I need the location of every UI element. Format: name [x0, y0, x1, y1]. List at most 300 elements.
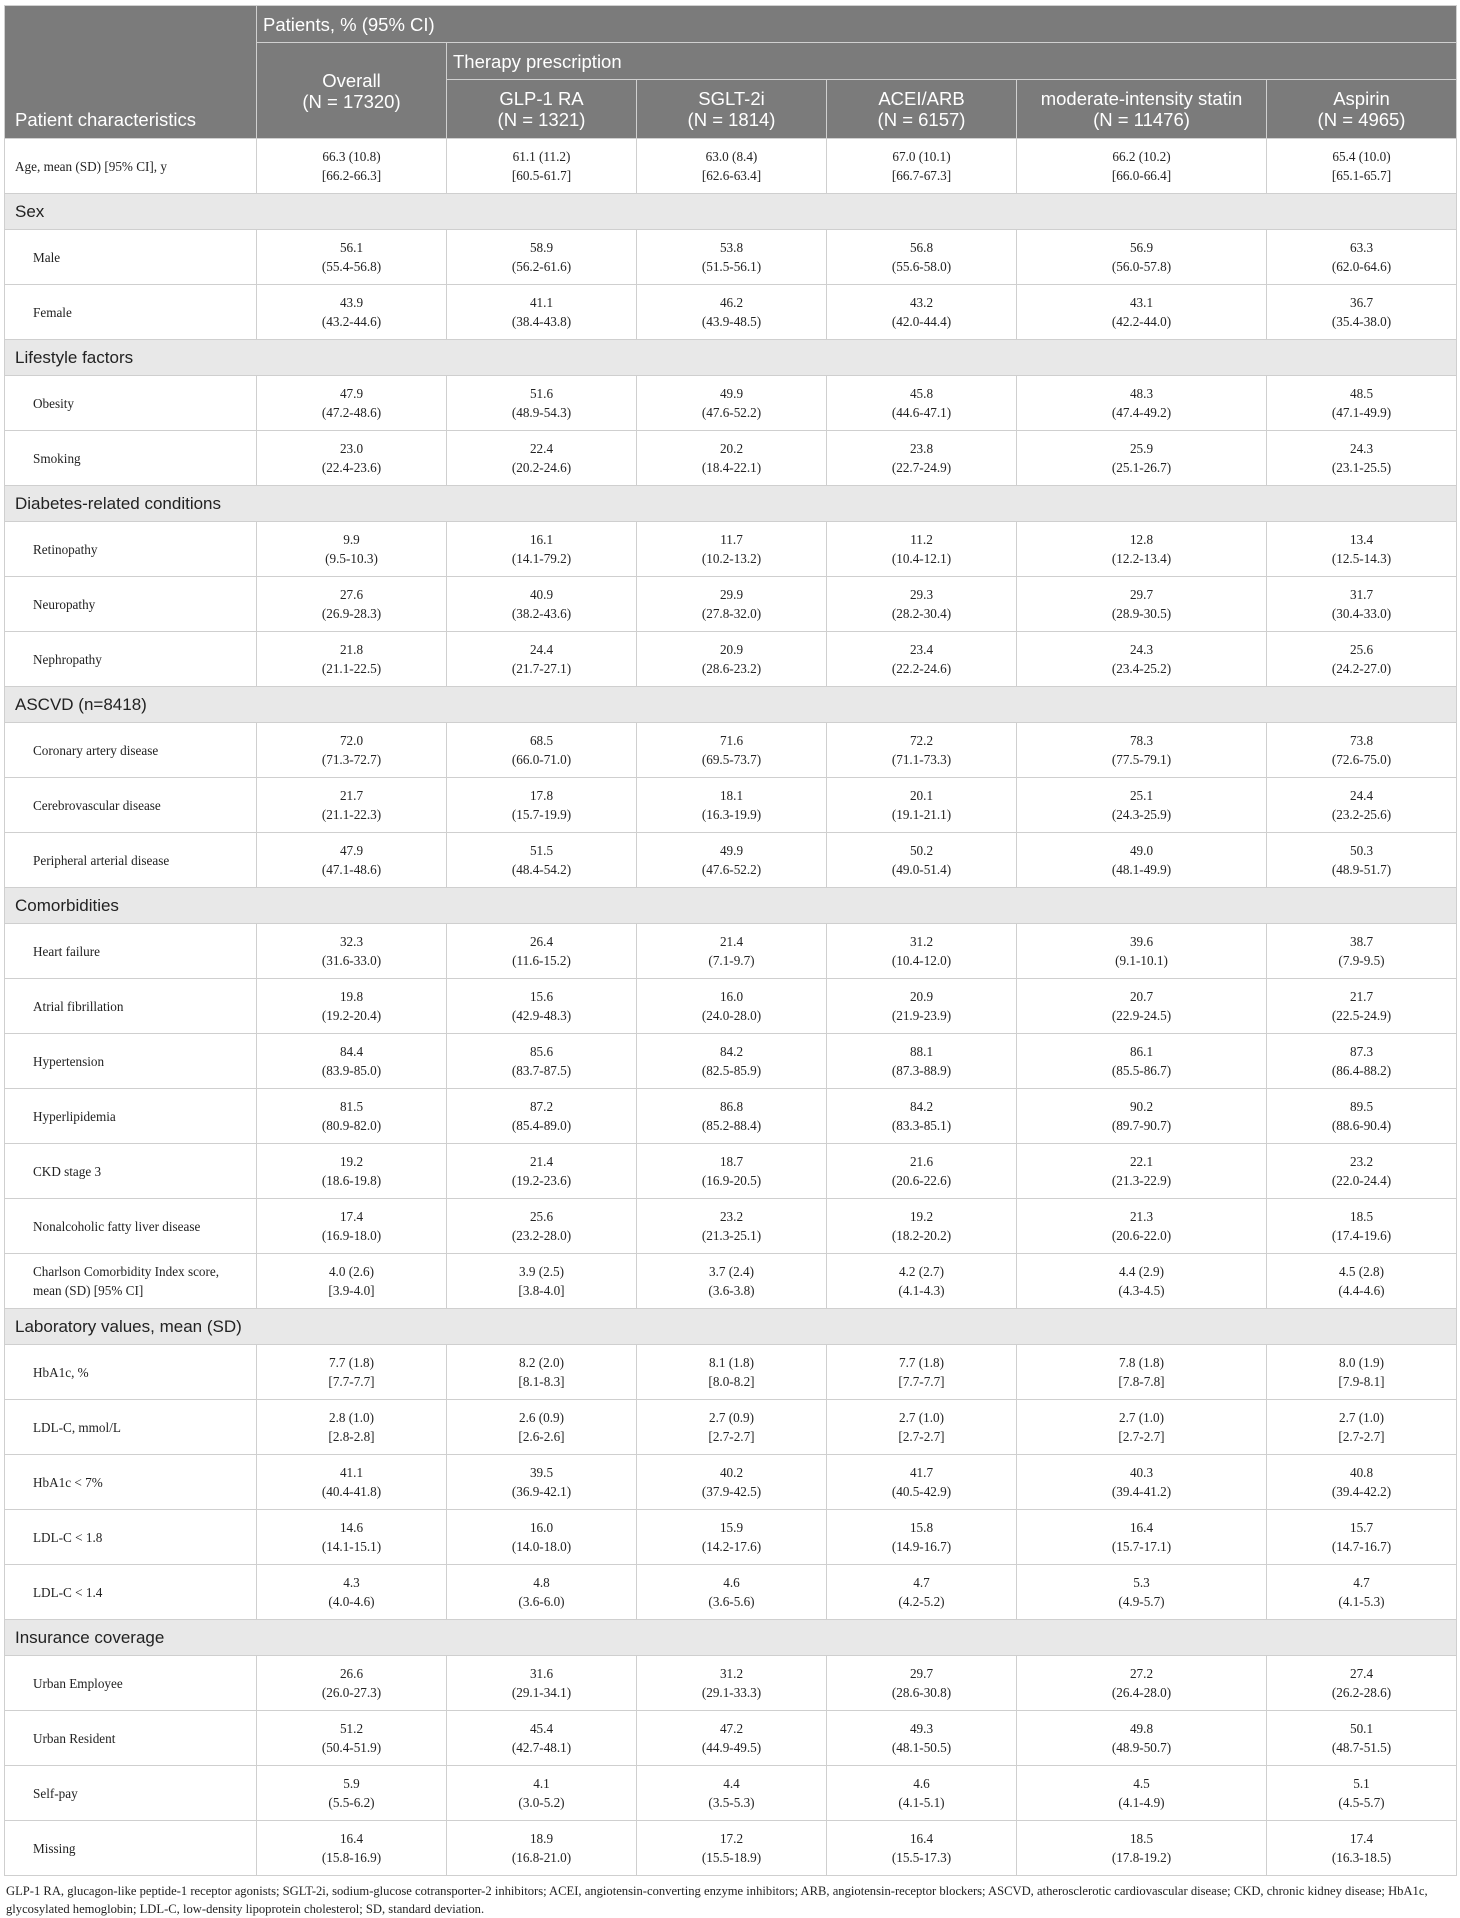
- table-cell: [637, 924, 827, 979]
- cell-ci: [62.6-63.4]: [701, 168, 762, 183]
- cell-value: 48.5: [1349, 386, 1374, 401]
- cell-value: 88.1: [909, 1044, 934, 1059]
- table-row: [5, 632, 1457, 687]
- table-cell: [827, 522, 1017, 577]
- cell-value: 13.4: [1349, 532, 1374, 547]
- row-label: Atrial fibrillation: [5, 979, 257, 1034]
- cell-ci: (83.3-85.1): [891, 1118, 952, 1133]
- cell-value: 8.2 (2.0): [518, 1355, 565, 1370]
- cell-value: 4.8: [533, 1575, 550, 1590]
- table-cell: [1267, 1034, 1457, 1089]
- table-cell: [257, 285, 447, 340]
- cell-ci: (3.6-6.0): [518, 1594, 565, 1609]
- cell-value: 14.6: [339, 1520, 364, 1535]
- patient-characteristics-table: [4, 5, 1457, 1876]
- cell-ci: (48.1-50.5): [891, 1740, 952, 1755]
- cell-value: 7.8 (1.8): [1118, 1355, 1165, 1370]
- cell-value: 38.7: [1349, 934, 1374, 949]
- cell-value: 17.8: [529, 788, 554, 803]
- table-cell: [637, 1455, 827, 1510]
- cell-value: 8.1 (1.8): [708, 1355, 755, 1370]
- row-label: Cerebrovascular disease: [5, 778, 257, 833]
- cell-ci: (43.2-44.6): [321, 314, 382, 329]
- table-cell: [447, 924, 637, 979]
- table-row: [5, 723, 1457, 778]
- cell-ci: (3.6-5.6): [708, 1594, 755, 1609]
- table-cell: [637, 1400, 827, 1455]
- cell-value: 21.7: [339, 788, 364, 803]
- cell-ci: (5.5-6.2): [328, 1795, 375, 1810]
- cell-ci: (7.9-9.5): [1338, 953, 1385, 968]
- cell-ci: (44.9-49.5): [701, 1740, 762, 1755]
- table-cell: [637, 285, 827, 340]
- table-cell: [827, 139, 1017, 194]
- table-row: [5, 1565, 1457, 1620]
- cell-value: 4.4: [723, 1776, 740, 1791]
- table-cell: [447, 139, 637, 194]
- cell-value: 26.4: [529, 934, 554, 949]
- table-cell: [637, 1254, 827, 1309]
- table-cell: [827, 723, 1017, 778]
- table-cell: [1267, 1089, 1457, 1144]
- cell-ci: (24.3-25.9): [1111, 807, 1172, 822]
- cell-value: 51.2: [339, 1721, 364, 1736]
- cell-value: 21.7: [1349, 989, 1374, 1004]
- table-cell: [257, 778, 447, 833]
- table-cell: [827, 1089, 1017, 1144]
- cell-value: 24.3: [1349, 441, 1374, 456]
- cell-ci: (21.3-22.9): [1111, 1173, 1172, 1188]
- cell-ci: (28.9-30.5): [1111, 606, 1172, 621]
- table-cell: [827, 1565, 1017, 1620]
- table-cell: [257, 979, 447, 1034]
- cell-ci: (86.4-88.2): [1331, 1063, 1392, 1078]
- table-cell: [637, 632, 827, 687]
- cell-value: 29.7: [1129, 587, 1154, 602]
- cell-value: 18.9: [529, 1831, 554, 1846]
- table-cell: [447, 1711, 637, 1766]
- cell-value: 21.6: [909, 1154, 934, 1169]
- cell-value: 78.3: [1129, 733, 1154, 748]
- section-label: Lifestyle factors: [5, 340, 1457, 376]
- cell-value: 21.4: [529, 1154, 554, 1169]
- cell-ci: (7.1-9.7): [708, 953, 755, 968]
- cell-ci: (16.9-18.0): [321, 1228, 382, 1243]
- cell-ci: (24.0-28.0): [701, 1008, 762, 1023]
- cell-ci: (17.4-19.6): [1331, 1228, 1392, 1243]
- table-cell: [1267, 376, 1457, 431]
- cell-value: 25.9: [1129, 441, 1154, 456]
- table-cell: [1017, 1766, 1267, 1821]
- cell-value: 5.9: [343, 1776, 360, 1791]
- cell-ci: (55.4-56.8): [321, 259, 382, 274]
- table-cell: [637, 778, 827, 833]
- cell-value: 51.5: [529, 843, 554, 858]
- cell-value: 47.9: [339, 386, 364, 401]
- cell-value: 51.6: [529, 386, 554, 401]
- cell-value: 32.3: [339, 934, 364, 949]
- cell-ci: (40.4-41.8): [321, 1484, 382, 1499]
- row-label: Obesity: [5, 376, 257, 431]
- table-cell: [1017, 723, 1267, 778]
- cell-value: 19.8: [339, 989, 364, 1004]
- table-cell: [827, 1510, 1017, 1565]
- section-label: ASCVD (n=8418): [5, 687, 1457, 723]
- cell-value: 21.8: [339, 642, 364, 657]
- table-cell: [637, 979, 827, 1034]
- cell-value: 4.2 (2.7): [898, 1264, 945, 1279]
- table-cell: [447, 431, 637, 486]
- cell-value: 61.1 (11.2): [512, 149, 571, 164]
- table-cell: [1267, 1565, 1457, 1620]
- cell-ci: (20.2-24.6): [511, 460, 572, 475]
- header-patient-characteristics: Patient characteristics: [5, 6, 257, 139]
- cell-ci: (12.2-13.4): [1111, 551, 1172, 566]
- table-row: [5, 1711, 1457, 1766]
- header-acei-arb: ACEI/ARB (N = 6157): [827, 80, 1017, 139]
- cell-ci: (17.8-19.2): [1111, 1850, 1172, 1865]
- table-cell: [1267, 833, 1457, 888]
- cell-value: 68.5: [529, 733, 554, 748]
- cell-ci: (83.9-85.0): [321, 1063, 382, 1078]
- table-row: [5, 1400, 1457, 1455]
- cell-value: 46.2: [719, 295, 744, 310]
- section-header-row: [5, 687, 1457, 723]
- table-cell: [1017, 1199, 1267, 1254]
- cell-value: 8.0 (1.9): [1338, 1355, 1385, 1370]
- table-body: [5, 139, 1457, 1876]
- table-cell: [1017, 230, 1267, 285]
- row-label: Hyperlipidemia: [5, 1089, 257, 1144]
- table-cell: [1267, 979, 1457, 1034]
- table-cell: [637, 1345, 827, 1400]
- table-cell: [447, 632, 637, 687]
- table-cell: [637, 1766, 827, 1821]
- cell-ci: [66.7-67.3]: [891, 168, 952, 183]
- table-cell: [637, 1821, 827, 1876]
- table-cell: [637, 1510, 827, 1565]
- cell-ci: (25.1-26.7): [1111, 460, 1172, 475]
- table-cell: [257, 632, 447, 687]
- table-cell: [827, 979, 1017, 1034]
- table-cell: [1017, 1565, 1267, 1620]
- cell-ci: (35.4-38.0): [1331, 314, 1392, 329]
- row-label: LDL-C < 1.8: [5, 1510, 257, 1565]
- cell-value: 27.2: [1129, 1666, 1154, 1681]
- cell-value: 66.2 (10.2): [1112, 149, 1171, 164]
- cell-value: 45.8: [909, 386, 934, 401]
- cell-ci: (14.9-16.7): [891, 1539, 952, 1554]
- cell-value: 2.8 (1.0): [328, 1410, 375, 1425]
- cell-value: 16.4: [909, 1831, 934, 1846]
- row-label: HbA1c, %: [5, 1345, 257, 1400]
- table-cell: [1267, 1766, 1457, 1821]
- cell-ci: (38.2-43.6): [511, 606, 572, 621]
- cell-value: 40.2: [719, 1465, 744, 1480]
- cell-ci: (10.4-12.1): [891, 551, 952, 566]
- cell-ci: (9.1-10.1): [1115, 953, 1168, 968]
- section-label: Insurance coverage: [5, 1620, 1457, 1656]
- row-label: Retinopathy: [5, 522, 257, 577]
- table-cell: [257, 431, 447, 486]
- cell-value: 21.3: [1129, 1209, 1154, 1224]
- table-cell: [1017, 1510, 1267, 1565]
- table-cell: [447, 778, 637, 833]
- table-row: [5, 285, 1457, 340]
- table-row: [5, 1034, 1457, 1089]
- cell-value: 39.6: [1129, 934, 1154, 949]
- cell-value: 4.5 (2.8): [1338, 1264, 1385, 1279]
- cell-ci: (22.5-24.9): [1331, 1008, 1392, 1023]
- cell-ci: (42.9-48.3): [511, 1008, 572, 1023]
- cell-ci: (28.6-30.8): [891, 1685, 952, 1700]
- table-cell: [1017, 139, 1267, 194]
- table-row: [5, 139, 1457, 194]
- cell-value: 11.7: [720, 532, 743, 547]
- cell-ci: (4.4-4.6): [1338, 1283, 1385, 1298]
- table-cell: [1267, 778, 1457, 833]
- table-row: [5, 1821, 1457, 1876]
- cell-ci: (15.5-17.3): [891, 1850, 952, 1865]
- table-cell: [827, 230, 1017, 285]
- cell-value: 4.6: [913, 1776, 930, 1791]
- table-cell: [827, 632, 1017, 687]
- section-header-row: [5, 1620, 1457, 1656]
- cell-value: 4.3: [343, 1575, 360, 1590]
- table-cell: [1267, 1254, 1457, 1309]
- cell-ci: (3.5-5.3): [708, 1795, 755, 1810]
- cell-ci: (47.6-52.2): [701, 405, 762, 420]
- cell-ci: (71.3-72.7): [321, 752, 382, 767]
- section-label: Sex: [5, 194, 1457, 230]
- row-label: Neuropathy: [5, 577, 257, 632]
- table-cell: [1017, 1711, 1267, 1766]
- cell-ci: (22.7-24.9): [891, 460, 952, 475]
- cell-ci: [8.0-8.2]: [708, 1374, 755, 1389]
- cell-value: 43.1: [1129, 295, 1154, 310]
- cell-ci: (48.9-50.7): [1111, 1740, 1172, 1755]
- table-cell: [827, 577, 1017, 632]
- cell-value: 3.7 (2.4): [708, 1264, 755, 1279]
- cell-value: 31.6: [529, 1666, 554, 1681]
- section-header-row: [5, 486, 1457, 522]
- cell-value: 73.8: [1349, 733, 1374, 748]
- table-cell: [257, 1656, 447, 1711]
- cell-value: 29.7: [909, 1666, 934, 1681]
- table-cell: [827, 1455, 1017, 1510]
- cell-value: 43.9: [339, 295, 364, 310]
- cell-ci: (21.1-22.5): [321, 661, 382, 676]
- row-label: Age, mean (SD) [95% CI], y: [5, 139, 257, 194]
- cell-value: 71.6: [719, 733, 744, 748]
- table-cell: [1017, 979, 1267, 1034]
- table-cell: [637, 1199, 827, 1254]
- cell-ci: (26.9-28.3): [321, 606, 382, 621]
- cell-value: 53.8: [719, 240, 744, 255]
- cell-ci: (39.4-41.2): [1111, 1484, 1172, 1499]
- header-therapy-prescription: Therapy prescription: [447, 43, 1457, 80]
- cell-ci: (21.1-22.3): [321, 807, 382, 822]
- table-row: [5, 522, 1457, 577]
- cell-value: 18.7: [719, 1154, 744, 1169]
- table-cell: [257, 1199, 447, 1254]
- cell-value: 81.5: [339, 1099, 364, 1114]
- cell-ci: (22.4-23.6): [321, 460, 382, 475]
- header-glp1ra: GLP-1 RA (N = 1321): [447, 80, 637, 139]
- cell-value: 7.7 (1.8): [328, 1355, 375, 1370]
- cell-ci: [8.1-8.3]: [518, 1374, 565, 1389]
- cell-value: 49.9: [719, 843, 744, 858]
- cell-value: 40.8: [1349, 1465, 1374, 1480]
- table-row: [5, 778, 1457, 833]
- table-row: [5, 1345, 1457, 1400]
- cell-value: 20.1: [909, 788, 934, 803]
- cell-ci: [2.6-2.6]: [518, 1429, 565, 1444]
- cell-value: 36.7: [1349, 295, 1374, 310]
- cell-value: 4.5: [1133, 1776, 1150, 1791]
- table-cell: [1267, 1345, 1457, 1400]
- cell-value: 45.4: [529, 1721, 554, 1736]
- table-cell: [1267, 1711, 1457, 1766]
- table-cell: [257, 1711, 447, 1766]
- table-row: [5, 1144, 1457, 1199]
- cell-value: 21.4: [719, 934, 744, 949]
- cell-ci: (4.1-4.9): [1118, 1795, 1165, 1810]
- section-header-row: [5, 340, 1457, 376]
- cell-value: 24.4: [529, 642, 554, 657]
- cell-ci: (55.6-58.0): [891, 259, 952, 274]
- table-cell: [257, 577, 447, 632]
- table-cell: [637, 431, 827, 486]
- cell-value: 23.2: [719, 1209, 744, 1224]
- cell-ci: (51.5-56.1): [701, 259, 762, 274]
- cell-ci: (42.0-44.4): [891, 314, 952, 329]
- cell-ci: (18.4-22.1): [701, 460, 762, 475]
- table-cell: [1017, 1656, 1267, 1711]
- row-label: LDL-C, mmol/L: [5, 1400, 257, 1455]
- table-cell: [637, 376, 827, 431]
- table-cell: [1017, 1345, 1267, 1400]
- table-cell: [827, 431, 1017, 486]
- table-cell: [1267, 1510, 1457, 1565]
- cell-value: 24.3: [1129, 642, 1154, 657]
- cell-ci: (28.2-30.4): [891, 606, 952, 621]
- table-row: [5, 431, 1457, 486]
- table-cell: [447, 1455, 637, 1510]
- cell-value: 12.8: [1129, 532, 1154, 547]
- table-row: [5, 979, 1457, 1034]
- table-cell: [637, 833, 827, 888]
- cell-ci: (28.6-23.2): [701, 661, 762, 676]
- cell-ci: (4.1-4.3): [898, 1283, 945, 1298]
- section-label: Comorbidities: [5, 888, 1457, 924]
- table-row: [5, 230, 1457, 285]
- table-row: [5, 577, 1457, 632]
- table-cell: [637, 522, 827, 577]
- cell-value: 2.7 (1.0): [1338, 1410, 1385, 1425]
- cell-ci: (29.1-33.3): [701, 1685, 762, 1700]
- cell-ci: (23.2-28.0): [511, 1228, 572, 1243]
- cell-ci: (29.1-34.1): [511, 1685, 572, 1700]
- cell-ci: (48.7-51.5): [1331, 1740, 1392, 1755]
- cell-ci: [60.5-61.7]: [511, 168, 572, 183]
- cell-value: 9.9: [343, 532, 360, 547]
- cell-value: 17.4: [339, 1209, 364, 1224]
- cell-ci: [65.1-65.7]: [1331, 168, 1392, 183]
- table-cell: [447, 1345, 637, 1400]
- cell-value: 72.0: [339, 733, 364, 748]
- cell-ci: (21.7-27.1): [511, 661, 572, 676]
- cell-value: 15.7: [1349, 1520, 1374, 1535]
- cell-value: 49.9: [719, 386, 744, 401]
- cell-ci: (4.2-5.2): [898, 1594, 945, 1609]
- table-cell: [257, 139, 447, 194]
- cell-value: 7.7 (1.8): [898, 1355, 945, 1370]
- cell-value: 48.3: [1129, 386, 1154, 401]
- cell-value: 58.9: [529, 240, 554, 255]
- cell-ci: [66.2-66.3]: [321, 168, 382, 183]
- cell-ci: [2.7-2.7]: [1118, 1429, 1165, 1444]
- cell-value: 22.1: [1129, 1154, 1154, 1169]
- table-cell: [827, 1345, 1017, 1400]
- cell-ci: (36.9-42.1): [511, 1484, 572, 1499]
- cell-value: 23.8: [909, 441, 934, 456]
- cell-value: 56.1: [339, 240, 364, 255]
- cell-value: 31.2: [909, 934, 934, 949]
- table-cell: [447, 1034, 637, 1089]
- table-cell: [637, 1089, 827, 1144]
- table-cell: [257, 1821, 447, 1876]
- table-cell: [827, 1821, 1017, 1876]
- header-patients-pct: Patients, % (95% CI): [257, 6, 1457, 43]
- cell-ci: (31.6-33.0): [321, 953, 382, 968]
- cell-value: 89.5: [1349, 1099, 1374, 1114]
- cell-ci: (37.9-42.5): [701, 1484, 762, 1499]
- row-label: Nonalcoholic fatty liver disease: [5, 1199, 257, 1254]
- cell-value: 56.8: [909, 240, 934, 255]
- cell-value: 22.4: [529, 441, 554, 456]
- table-cell: [1267, 1400, 1457, 1455]
- table-cell: [447, 376, 637, 431]
- table-row: [5, 376, 1457, 431]
- table-cell: [1267, 1656, 1457, 1711]
- cell-value: 63.0 (8.4): [705, 149, 758, 164]
- table-cell: [257, 1089, 447, 1144]
- cell-ci: (19.2-20.4): [321, 1008, 382, 1023]
- cell-ci: (10.4-12.0): [891, 953, 952, 968]
- cell-ci: (80.9-82.0): [321, 1118, 382, 1133]
- table-row: [5, 1656, 1457, 1711]
- table-cell: [447, 1254, 637, 1309]
- table-cell: [257, 1144, 447, 1199]
- cell-value: 25.6: [1349, 642, 1374, 657]
- cell-ci: (9.5-10.3): [325, 551, 378, 566]
- cell-value: 20.9: [719, 642, 744, 657]
- cell-value: 27.6: [339, 587, 364, 602]
- cell-ci: [7.7-7.7]: [328, 1374, 375, 1389]
- cell-value: 25.6: [529, 1209, 554, 1224]
- table-row: [5, 833, 1457, 888]
- table-cell: [257, 230, 447, 285]
- table-cell: [1017, 1400, 1267, 1455]
- row-label: HbA1c < 7%: [5, 1455, 257, 1510]
- cell-value: 19.2: [909, 1209, 934, 1224]
- cell-value: 3.9 (2.5): [518, 1264, 565, 1279]
- cell-ci: (71.1-73.3): [891, 752, 952, 767]
- section-header-row: [5, 194, 1457, 230]
- table-cell: [257, 1400, 447, 1455]
- cell-ci: (30.4-33.0): [1331, 606, 1392, 621]
